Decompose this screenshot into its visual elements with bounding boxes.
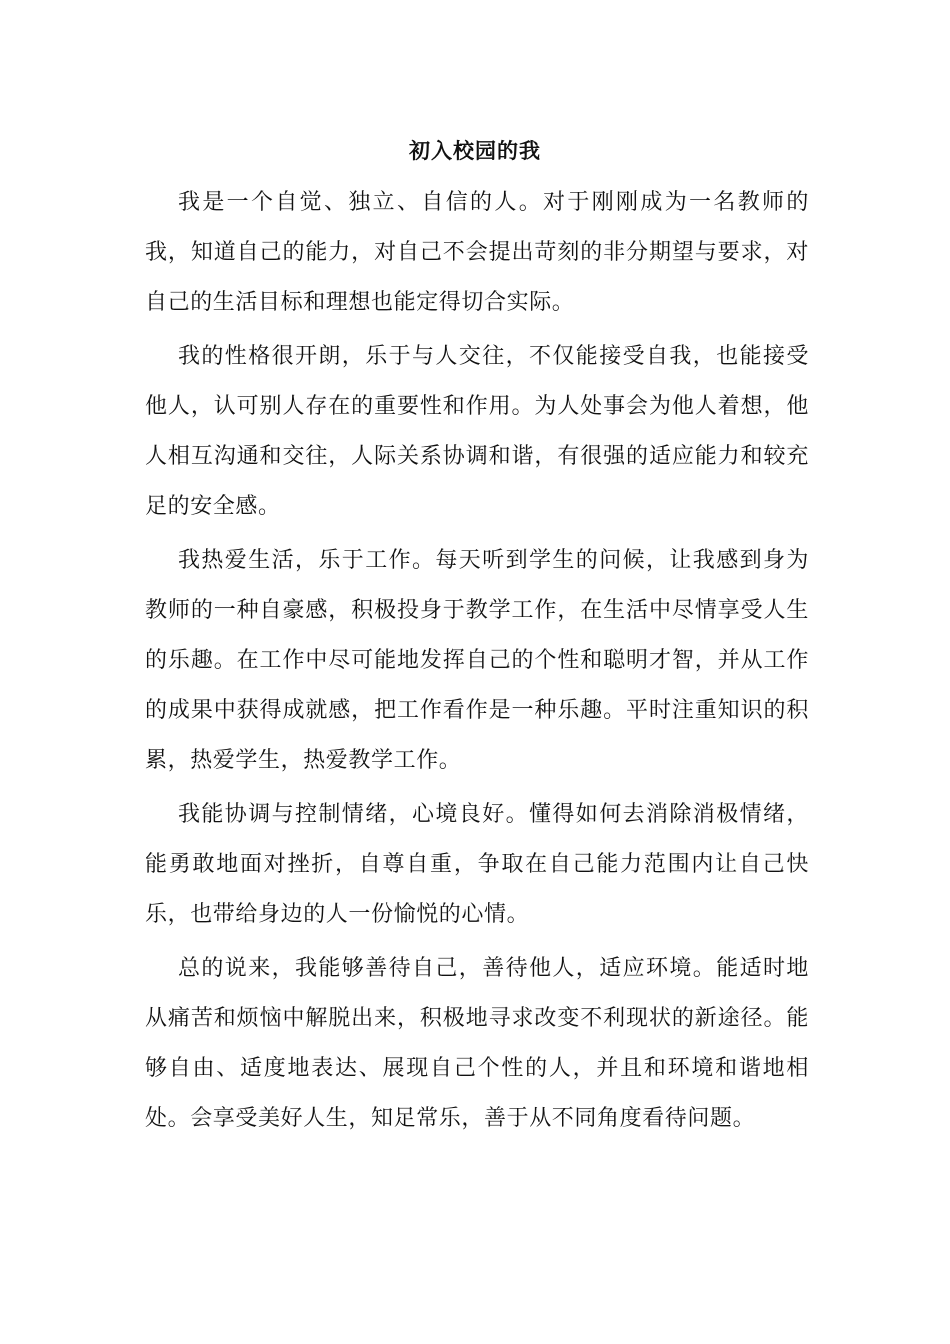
- paragraph-1: 我是一个自觉、独立、自信的人。对于刚刚成为一名教师的我，知道自己的能力，对自己不会提出苛刻的非分期望与要求，对自己的生活目标和理想也能定得切合实际。: [145, 190, 809, 315]
- paragraph-4: 我能协调与控制情绪，心境良好。懂得如何去消除消极情绪，能勇敢地面对挫折，自尊自重，争取在自己能力范围内让自己快乐，也带给身边的人一份愉悦的心情。: [145, 802, 809, 927]
- paragraph-5: 总的说来，我能够善待自己，善待他人，适应环境。能适时地从痛苦和烦恼中解脱出来，积极地寻求改变不利现状的新途径。能够自由、适度地表达、展现自己个性的人，并且和环境和谐地相处。会享受美好人生，知足常乐，善于从不同角度看待问题。: [145, 956, 809, 1131]
- paragraph-3: 我热爱生活，乐于工作。每天听到学生的问候，让我感到身为教师的一种自豪感，积极投身于教学工作，在生活中尽情享受人生的乐趣。在工作中尽可能地发挥自己的个性和聪明才智，并从工作的成果中获得成就感，把工作看作是一种乐趣。平时注重知识的积累，热爱学生，热爱教学工作。: [145, 548, 809, 773]
- document-body: [145, 178, 809, 1148]
- document-title: 初入校园的我: [409, 138, 541, 163]
- paragraph-2: 我的性格很开朗，乐于与人交往，不仅能接受自我，也能接受他人，认可别人存在的重要性和作用。为人处事会为他人着想，他人相互沟通和交往，人际关系协调和谐，有很强的适应能力和较充足的安全感。: [145, 344, 809, 519]
